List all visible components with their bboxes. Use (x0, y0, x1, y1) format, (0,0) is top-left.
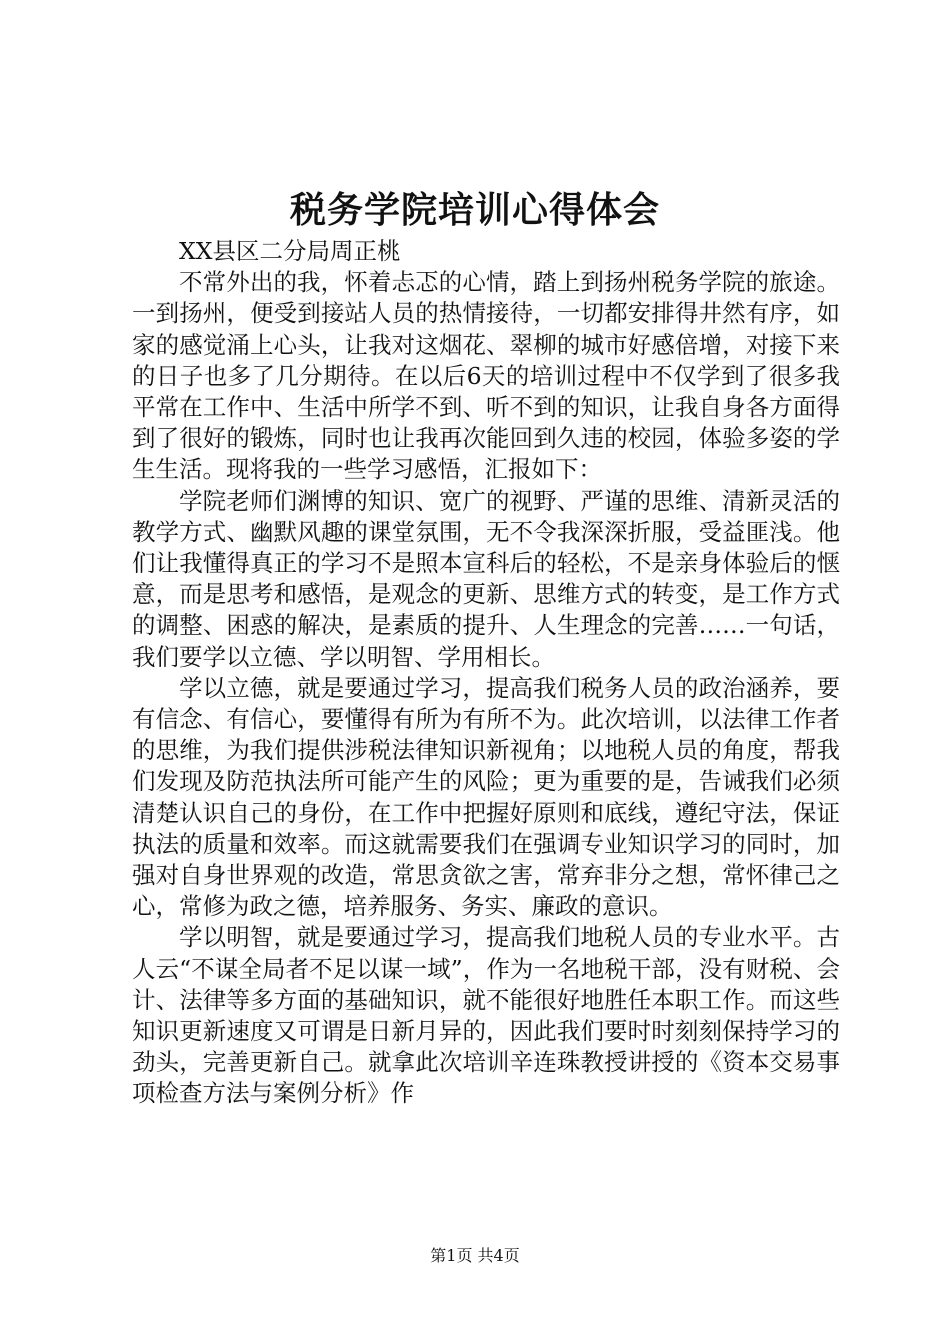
page-number-footer: 第1页 共4页 (430, 1246, 520, 1265)
paragraph-3: 学以立德，就是要通过学习，提高我们税务人员的政治涵养，要有信念、有信心，要懂得有所为有所不为。此次培训，以法律工作者的思维，为我们提供涉税法律知识新视角；以地税人员的角度，帮我们发现及防范执法所可能产生的风险；更为重要的是，告诫我们必须清楚认识自己的身份，在工作中把握好原则和底线，遵纪守法，保证执法的质量和效率。而这就需要我们在强调专业知识学习的同时，加强对自身世界观的改造，常思贪欲之害，常弃非分之想，常怀律己之心，常修为政之德，培养服务、务实、廉政的意识。 (132, 673, 840, 921)
paragraph-1: 不常外出的我，怀着忐忑的心情，踏上到扬州税务学院的旅途。一到扬州，便受到接站人员的热情接待，一切都安排得井然有序，如家的感觉涌上心头，让我对这烟花、翠柳的城市好感倍增，对接下来的日子也多了几分期待。在以后6天的培训过程中不仅学到了很多我平常在工作中、生活中所学不到、听不到的知识，让我自身各方面得到了很好的锻炼，同时也让我再次能回到久违的校园，体验多姿的学生生活。现将我的一些学习感悟，汇报如下： (132, 268, 840, 484)
author-line: XX县区二分局周正桃 (179, 237, 401, 265)
document-title: 税务学院培训心得体会 (289, 189, 660, 231)
paragraph-4: 学以明智，就是要通过学习，提高我们地税人员的专业水平。古人云“不谋全局者不足以谋一域”，作为一名地税干部，没有财税、会计、法律等多方面的基础知识，就不能很好地胜任本职工作。而这些知识更新速度又可谓是日新月异的，因此我们要时时刻刻保持学习的劲头，完善更新自己。就拿此次培训辛连珠教授讲授的《资本交易事项检查方法与案例分析》作 (132, 923, 840, 1108)
paragraph-2: 学院老师们渊博的知识、宽广的视野、严谨的思维、清新灵活的教学方式、幽默风趣的课堂氛围，无不令我深深折服，受益匪浅。他们让我懂得真正的学习不是照本宣科后的轻松，不是亲身体验后的惬意，而是思考和感悟，是观念的更新、思维方式的转变，是工作方式的调整、困惑的解决，是素质的提升、人生理念的完善……一句话，我们要学以立德、学以明智、学用相长。 (132, 486, 840, 671)
document-body (132, 236, 840, 1110)
